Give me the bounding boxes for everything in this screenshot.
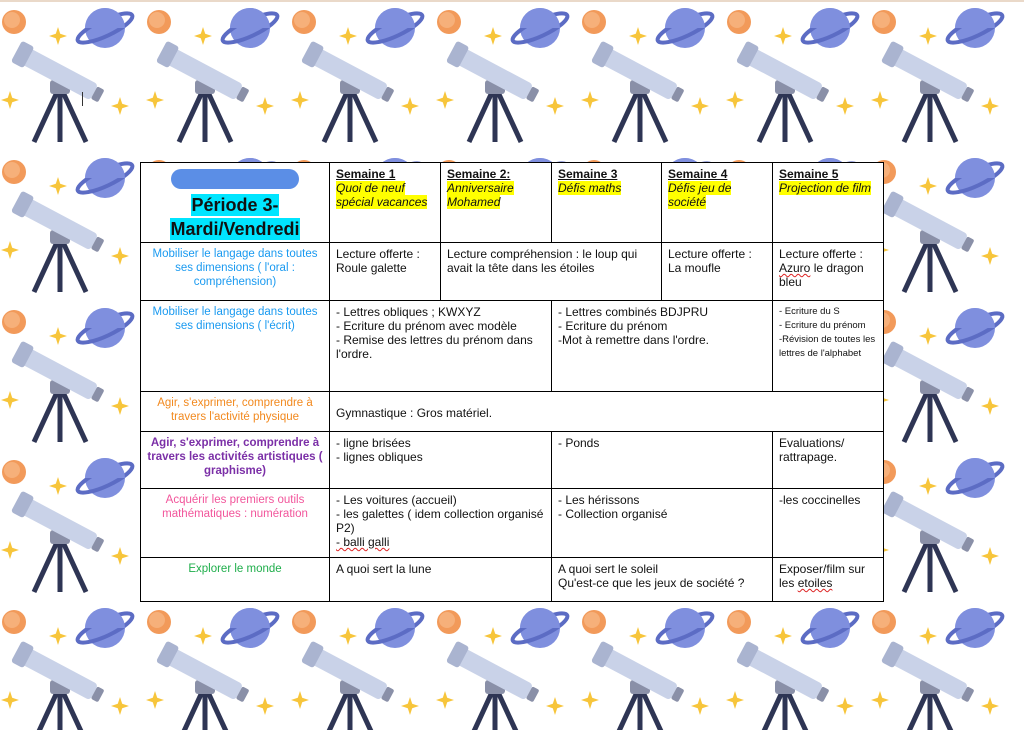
week-label: Semaine 1 [336,167,396,181]
graphisme-week-1-2 [330,432,552,489]
list-item: - balli galli [336,535,390,549]
week-2-header [441,163,552,243]
physique-row [141,392,884,432]
list-item: - Lettres combinés BDJPRU [558,305,709,319]
list-item: -Révision de toutes les lettres de l'alphabet [779,334,876,359]
monde-week-1-2: A quoi sert la lune [330,558,552,602]
monde-week-3-4 [552,558,773,602]
oral-week-5-prefix: Lecture offerte : [779,247,863,261]
physique-label: Agir, s'exprimer, comprendre à travers l'activité physique [141,392,330,432]
monde-week-5-prefix: Exposer/film sur les [779,562,866,590]
ecrit-label: Mobiliser le langage dans toutes ses dimensions ( l'écrit) [141,301,330,392]
star-icon [111,97,129,115]
text-cursor [82,92,83,106]
spelling-flag-word: etoiles [797,576,833,590]
graphisme-week-3-4: - Ponds [552,432,773,489]
list-item: - Ecriture du prénom [558,319,668,333]
week-theme: Défis maths [558,181,622,195]
list-item: - Lettres obliques ; KWXYZ [336,305,481,319]
week-1-header [330,163,441,243]
window-top-border [0,0,1024,2]
oral-label: Mobiliser le langage dans toutes ses dimensions ( l'oral : compréhension) [141,243,330,301]
week-theme: Quoi de neuf spécial vacances [336,181,428,209]
graphisme-row [141,432,884,489]
list-item: - Collection organisé [558,507,668,521]
week-label: Semaine 4 [668,167,728,181]
week-5-header [773,163,884,243]
monde-row [141,558,884,602]
graphisme-label: Agir, s'exprimer, comprendre à travers les activités artistiques ( graphisme) [141,432,330,489]
oral-week-2-3: Lecture compréhension : le loup qui avait la tête dans les étoiles [441,243,662,301]
week-label: Semaine 5 [779,167,839,181]
list-item: - Ecriture du S [779,306,840,317]
week-theme: Projection de film [779,181,872,195]
list-item: - ligne brisées [336,436,411,450]
monde-label: Explorer le monde [141,558,330,602]
list-item: A quoi sert le soleil [558,562,659,576]
list-item: -Mot à remettre dans l'ordre. [558,333,710,347]
week-4-header [662,163,773,243]
period-title-cell [141,163,330,243]
header-row [141,163,884,243]
numeration-row [141,489,884,558]
oral-week-5-suffix: le dragon bleu [779,261,864,289]
week-theme: Défis jeu de société [668,181,732,209]
week-label: Semaine 2: [447,167,511,181]
list-item: - Les voitures (accueil) [336,493,457,507]
oral-week-4: Lecture offerte : La moufle [662,243,773,301]
period-title: Période 3- [191,195,279,215]
star-icon [1,91,19,109]
physique-content: Gymnastique : Gros matériel. [330,392,884,432]
list-item: - lignes obliques [336,450,423,464]
list-item: Qu'est-ce que les jeux de société ? [558,576,745,590]
weekly-plan-table [140,162,884,602]
week-3-header [552,163,662,243]
ecrit-week-3-4 [552,301,773,392]
star-icon [49,27,67,45]
week-theme: Anniversaire Mohamed [447,181,514,209]
oral-week-5 [773,243,884,301]
telescope-icon [11,41,107,142]
days-title: Mardi/Vendredi [170,219,300,239]
numeration-week-1-2 [330,489,552,558]
list-item: - Remise des lettres du prénom dans l'ordre. [336,333,533,361]
spelling-flag-word: Azuro [779,261,811,275]
ecrit-row [141,301,884,392]
list-item: - les galettes ( idem collection organisé P2) [336,507,544,535]
oral-row [141,243,884,301]
redacted-name [171,169,299,189]
monde-week-5 [773,558,884,602]
sun-icon [2,10,26,34]
week-label: Semaine 3 [558,167,618,181]
numeration-label: Acquérir les premiers outils mathématiques : numération [141,489,330,558]
planet-icon [74,8,135,48]
graphisme-week-5: Evaluations/ rattrapage. [773,432,884,489]
ecrit-week-1-2 [330,301,552,392]
list-item: - Ecriture du prénom avec modèle [336,319,517,333]
oral-week-1: Lecture offerte : Roule galette [330,243,441,301]
list-item: - Les hérissons [558,493,640,507]
ecrit-week-5 [773,301,884,392]
numeration-week-5: -les coccinelles [773,489,884,558]
numeration-week-3-4 [552,489,773,558]
list-item: - Ecriture du prénom [779,320,866,331]
